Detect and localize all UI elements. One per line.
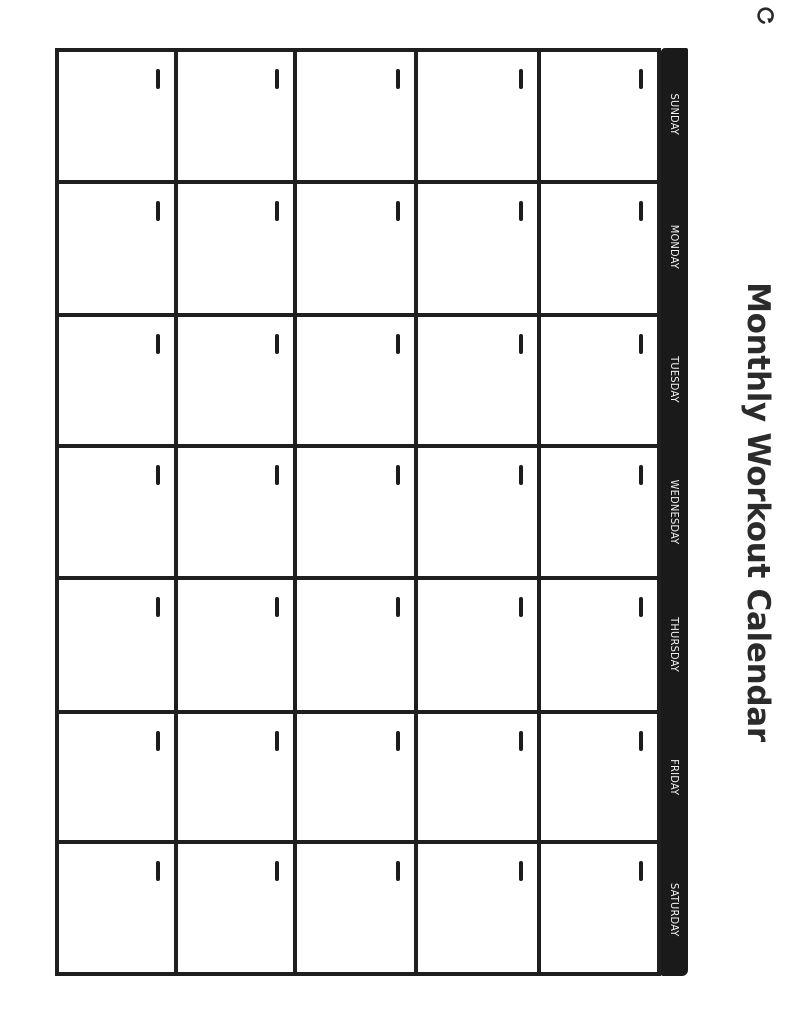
date-line-mark — [639, 597, 643, 617]
day-cell — [55, 444, 178, 576]
date-line-mark — [519, 861, 523, 881]
day-cell — [178, 840, 297, 976]
day-cell — [55, 180, 178, 313]
date-line-mark — [639, 334, 643, 354]
day-cell — [297, 180, 418, 313]
date-line-mark — [396, 731, 400, 751]
weekday-label-friday: FRIDAY — [668, 759, 681, 796]
date-line-mark — [519, 731, 523, 751]
date-line-mark — [519, 69, 523, 89]
day-cell — [297, 48, 418, 180]
weekday-label-monday: MONDAY — [668, 224, 681, 270]
date-line-mark — [156, 597, 160, 617]
date-line-mark — [275, 69, 279, 89]
weekday-label-tuesday: TUESDAY — [668, 356, 681, 403]
day-cell — [178, 48, 297, 180]
date-line-mark — [275, 731, 279, 751]
date-line-mark — [519, 334, 523, 354]
day-cell — [178, 313, 297, 444]
day-cell — [178, 576, 297, 710]
day-cell — [541, 48, 661, 180]
date-line-mark — [156, 69, 160, 89]
weekday-header — [661, 48, 688, 976]
day-cell — [541, 576, 661, 710]
date-line-mark — [156, 861, 160, 881]
refresh-arrow-logo-icon — [756, 6, 776, 26]
date-line-mark — [396, 69, 400, 89]
day-cell — [541, 444, 661, 576]
date-line-mark — [275, 597, 279, 617]
date-line-mark — [275, 861, 279, 881]
day-cell — [541, 840, 661, 976]
date-line-mark — [639, 69, 643, 89]
date-line-mark — [396, 597, 400, 617]
date-line-mark — [156, 731, 160, 751]
page-title: Monthly Workout Calendar — [740, 282, 776, 742]
day-cell — [297, 444, 418, 576]
day-cell — [55, 576, 178, 710]
date-line-mark — [519, 597, 523, 617]
date-line-mark — [396, 465, 400, 485]
date-line-mark — [639, 201, 643, 221]
date-line-mark — [396, 201, 400, 221]
weekday-label-saturday: SATURDAY — [668, 882, 681, 937]
calendar-grid — [55, 48, 661, 976]
day-cell — [55, 48, 178, 180]
weekday-label-thursday: THURSDAY — [668, 617, 681, 673]
day-cell — [55, 710, 178, 840]
day-cell — [418, 444, 541, 576]
day-cell — [178, 444, 297, 576]
day-cell — [297, 313, 418, 444]
date-line-mark — [639, 465, 643, 485]
day-cell — [418, 840, 541, 976]
date-line-mark — [275, 201, 279, 221]
weekday-label-wednesday: WEDNESDAY — [668, 479, 681, 545]
date-line-mark — [396, 334, 400, 354]
date-line-mark — [639, 731, 643, 751]
day-cell — [55, 313, 178, 444]
day-cell — [178, 710, 297, 840]
day-cell — [418, 48, 541, 180]
day-cell — [418, 576, 541, 710]
date-line-mark — [396, 861, 400, 881]
day-cell — [297, 710, 418, 840]
date-line-mark — [156, 334, 160, 354]
date-line-mark — [519, 201, 523, 221]
day-cell — [297, 840, 418, 976]
date-line-mark — [275, 334, 279, 354]
day-cell — [418, 313, 541, 444]
date-line-mark — [156, 201, 160, 221]
day-cell — [55, 840, 178, 976]
date-line-mark — [275, 465, 279, 485]
date-line-mark — [156, 465, 160, 485]
day-cell — [418, 180, 541, 313]
day-cell — [418, 710, 541, 840]
weekday-label-sunday: SUNDAY — [668, 93, 681, 136]
date-line-mark — [519, 465, 523, 485]
day-cell — [178, 180, 297, 313]
day-cell — [541, 710, 661, 840]
day-cell — [541, 180, 661, 313]
day-cell — [297, 576, 418, 710]
date-line-mark — [639, 861, 643, 881]
day-cell — [541, 313, 661, 444]
